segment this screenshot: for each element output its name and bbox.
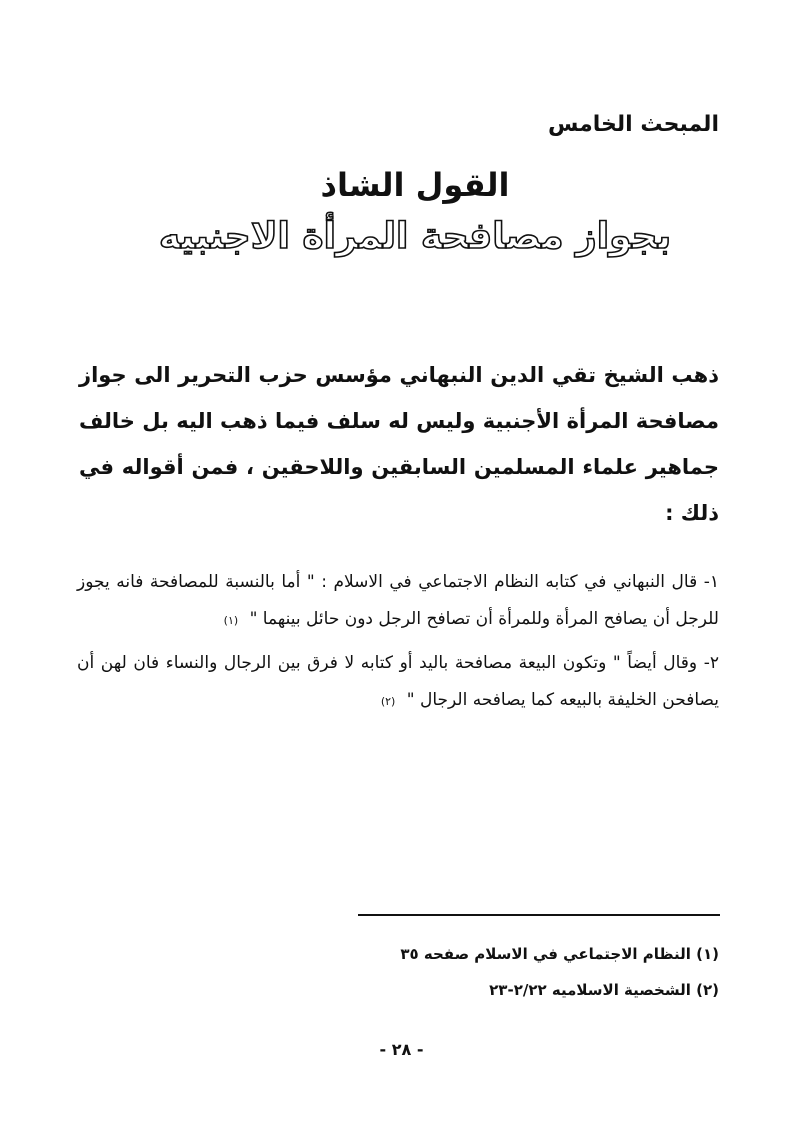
footnote-item: (١) النظام الاجتماعي في الاسلام صفحه ٣٥: [400, 945, 719, 963]
chapter-subtitle: بجواز مصافحة المرأة الاجنبيه: [158, 216, 672, 257]
intro-paragraph: ذهب الشيخ تقي الدين النبهاني مؤسس حزب التحرير الى جواز مصافحة المرأة الأجنبية وليس له سلف فيما ذهب اليه بل خالف جماهير علماء المسلمين السابقين واللاحقين ، فمن أقواله في ذلك :: [79, 363, 719, 525]
footnote-item: (٢) الشخصية الاسلاميه ٢/٢٢-٢٣: [489, 981, 719, 999]
quotes-list: [77, 564, 719, 726]
quote-text: ٢- وقال أيضاً " وتكون البيعة مصافحة باليد أو كتابه لا فرق بين الرجال والنساء فان لهن أن يصافحن الخليفة بالبيعه كما يصافحه الرجال ": [77, 653, 719, 710]
footnotes: [319, 936, 719, 1008]
page-number: - ٢٨ -: [379, 1040, 424, 1059]
footnote-reference: (٢): [380, 695, 396, 708]
quote-item: [77, 564, 719, 639]
footnote-reference: (١): [223, 614, 239, 627]
chapter-title: القول الشاذ: [320, 166, 510, 204]
quote-text: ١- قال النبهاني في كتابه النظام الاجتماعي في الاسلام : " أما بالنسبة للمصافحة فانه يجوز للرجل أن يصافح المرأة وللمرأة أن تصافح الرجل دون حائل بينهما ": [77, 572, 719, 629]
quote-item: [77, 645, 719, 720]
section-label: المبحث الخامس: [548, 112, 719, 137]
footnote-divider: [358, 914, 720, 916]
